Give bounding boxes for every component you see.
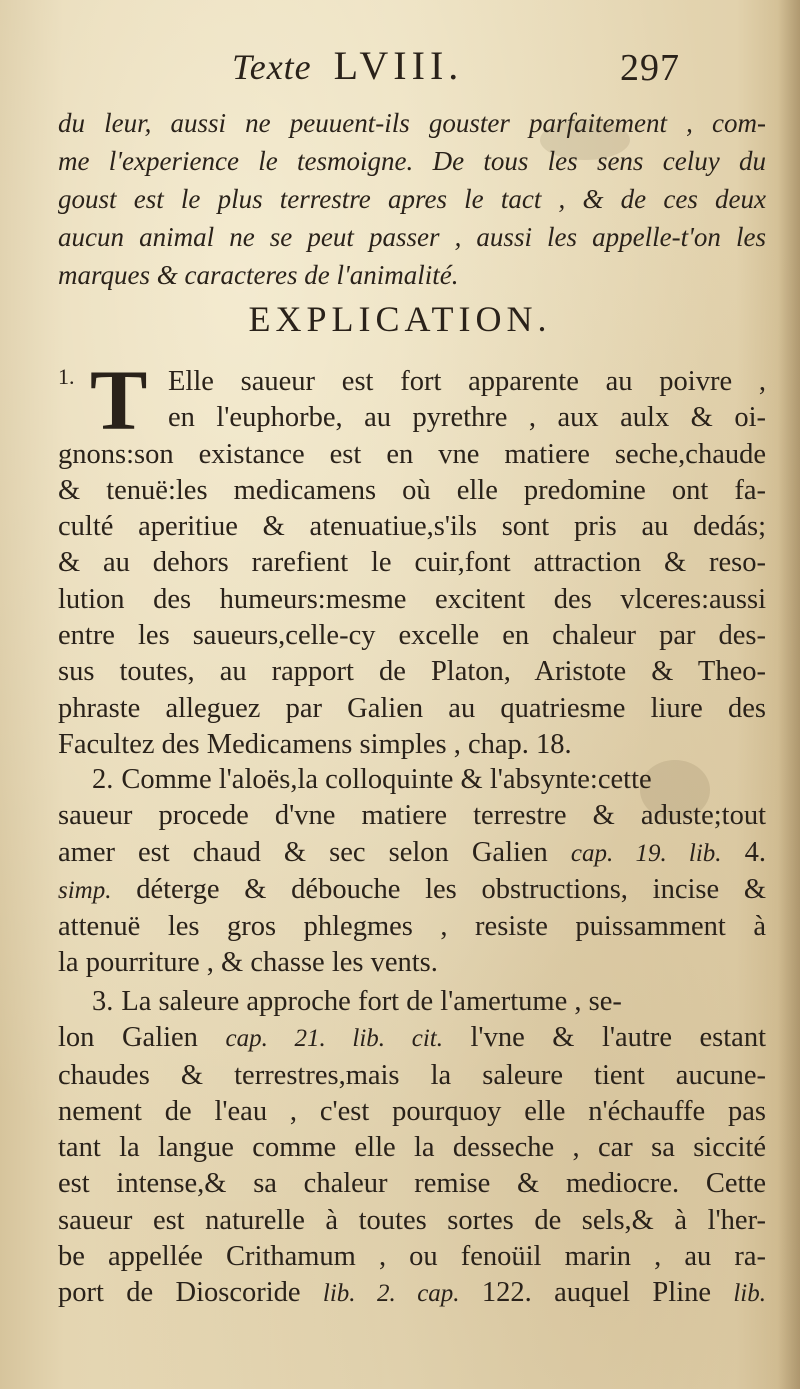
text-line: phraste alleguez par Galien au quatriesme liure des [58,692,766,724]
paragraph-2 [58,762,766,982]
citation-reference: cap. 19. lib. [570,839,722,867]
text-line: nement de l'eau , c'est pourquoy elle n'échauffe pas [58,1095,766,1127]
drop-cap-letter: T [90,352,148,448]
paragraph-1-opening [168,364,766,437]
text-line [58,1020,766,1057]
running-head [232,42,463,89]
paragraph-number: 2. [92,764,114,795]
text-line: en l'euphorbe, au pyrethre , aux aulx & oi- [168,402,766,434]
text-line: Elle saueur est fort apparente au poivre , [168,366,766,397]
page-header [0,42,800,102]
line-text: La saleure approche fort de l'amertume , se- [121,986,622,1017]
running-head-word: Texte [232,47,312,87]
line-text: lon Galien [58,1022,198,1054]
text-line: la pourriture , & chasse les vents. [58,947,438,979]
running-head-number: LVIII. [333,43,464,88]
paragraph-number: 1. [58,364,75,389]
citation-reference: lib. 2. cap. [322,1280,460,1308]
text-line: me l'experience le tesmoigne. De tous les sens celuy du [58,146,766,176]
text-line: & tenuë:les medicamens où elle predomine ont fa- [58,474,766,506]
page-number: 297 [620,47,680,89]
paragraph-1-body [58,437,766,764]
line-text: l'vne & l'autre estant [470,1022,766,1054]
citation-reference: lib. [733,1280,766,1308]
italic-text-passage [58,104,766,294]
text-line: Facultez des Medicamens simples , chap. 18. [58,728,572,760]
paragraph-3 [58,984,766,1313]
text-line [58,1275,766,1312]
line-text: 4. [744,836,766,868]
text-line: sus toutes, au rapport de Platon, Aristote & Theo- [58,656,766,688]
text-line [58,872,766,909]
text-line: du leur, aussi ne peuuent-ils gouster parfaitement , com- [58,108,766,138]
line-text: déterge & débouche les obstructions, incise & [136,873,766,905]
text-line: lution des humeurs:mesme excitent des vlceres:aussi [58,583,766,615]
text-line: goust est le plus terrestre apres le tact , & de ces deux [58,184,766,214]
text-line: be appellée Crithamum , ou fenoüil marin , au ra- [58,1241,766,1273]
text-line: aucun animal ne se peut passer , aussi les appelle-t'on les [58,222,766,252]
page-edge-shadow [778,0,800,1389]
text-line [58,984,766,1020]
paragraph-number: 3. [92,986,114,1017]
section-heading: EXPLICATION. [248,299,552,339]
text-line [58,835,766,872]
citation-reference: cap. 21. lib. cit. [225,1025,443,1053]
text-line: est intense,& sa chaleur remise & mediocre. Cette [58,1168,766,1200]
text-line: marques & caracteres de l'animalité. [58,260,459,290]
text-line: & au dehors rarefient le cuir,font attraction & reso- [58,547,766,579]
text-line: culté aperitiue & atenuatiue,s'ils sont pris au dedás; [58,511,766,543]
line-text: Comme l'aloës,la colloquinte & l'absynte:cette [121,764,652,795]
text-line: gnons:son existance est en vne matiere seche,chaude [58,438,766,470]
text-line: chaudes & terrestres,mais la saleure tient aucune- [58,1059,766,1091]
text-line: saueur est naturelle à toutes sortes de sels,& à l'her- [58,1204,766,1236]
line-text: port de Dioscoride [58,1277,301,1309]
line-text: 122. auquel Pline [481,1277,712,1309]
line-text: amer est chaud & sec selon Galien [58,836,548,868]
text-line: entre les saueurs,celle-cy excelle en chaleur par des- [58,620,766,652]
text-line: attenuë les gros phlegmes , resiste puissamment à [58,911,766,943]
text-line [58,762,766,798]
text-line: saueur procede d'vne matiere terrestre & aduste;tout [58,800,766,832]
citation-reference: simp. [58,876,112,904]
text-line: tant la langue comme elle la desseche , car sa siccité [58,1132,766,1164]
